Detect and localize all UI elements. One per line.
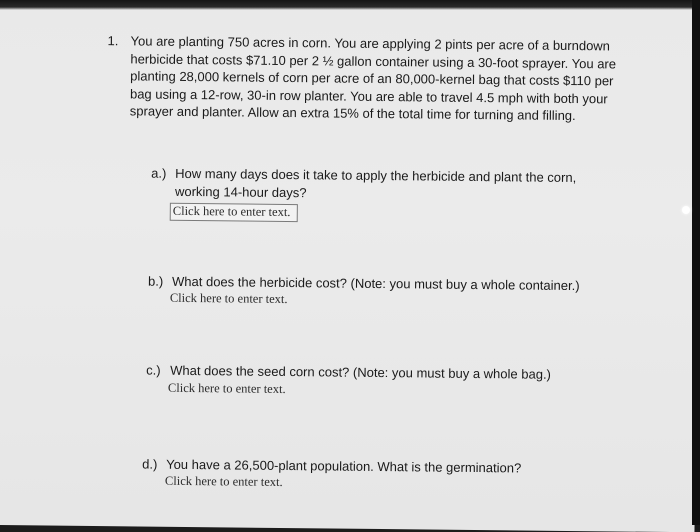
part-a-answer-field[interactable]: Click here to enter text. <box>170 203 298 222</box>
part-d-question: You have a 26,500-plant population. What is the germination? <box>166 456 522 476</box>
part-c-label: c.) <box>146 362 161 378</box>
right-edge <box>692 0 700 525</box>
part-c-question: What does the seed corn cost? (Note: you must buy a whole bag.) <box>170 362 552 382</box>
light-glare <box>682 206 690 214</box>
part-d-label: d.) <box>142 456 158 472</box>
top-shadow <box>0 0 700 10</box>
part-b-label: b.) <box>147 273 164 289</box>
question-number: 1. <box>107 33 119 49</box>
part-d-answer-field[interactable]: Click here to enter text. <box>164 473 283 489</box>
part-a-question: How many days does it take to apply the herbicide and plant the corn, working 14-hour days? <box>174 165 577 201</box>
part-a-label: a.) <box>151 165 167 181</box>
question-stem: You are planting 750 acres in corn. You are applying 2 pints per acre of a burndown herbicide that costs $71.10 per 2 ½ gallon container using a 30-foot sprayer. You are planting 28,000 kernels of corn per acre of an 80,000-kernel bag that costs $110 per bag using a 12-row, 30-in row planter. You are able to travel 4.5 mph with both your sprayer and planter. Allow an extra 15% of the total time for turning and filling. <box>129 33 617 124</box>
part-b-question: What does the herbicide cost? (Note: you must buy a whole container.) <box>171 273 580 294</box>
part-c-answer-field[interactable]: Click here to enter text. <box>167 380 286 397</box>
part-b-answer-field[interactable]: Click here to enter text. <box>169 290 288 307</box>
